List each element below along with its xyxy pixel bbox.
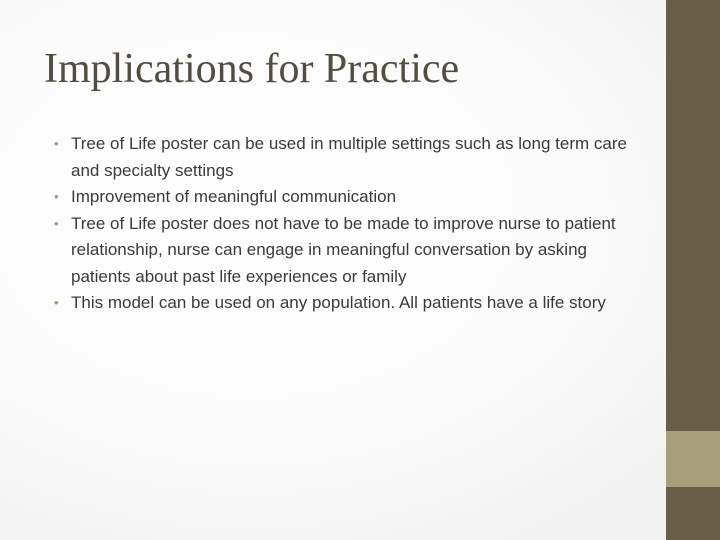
bullet-marker-icon: • (54, 136, 59, 151)
bullet-text: Tree of Life poster can be used in multiple settings such as long term care and specialty settings (71, 134, 627, 180)
bullet-item (54, 131, 644, 184)
bullet-item (54, 290, 644, 317)
bullet-item (54, 184, 644, 211)
bullet-list (54, 131, 644, 317)
bullet-text: Improvement of meaningful communication (71, 187, 397, 206)
bullet-marker-icon: • (54, 189, 59, 204)
bullet-marker-icon: • (54, 295, 59, 310)
bullet-text: Tree of Life poster does not have to be made to improve nurse to patient relationship, nurse can engage in meaningful conversation by asking patients about past life experiences or family (71, 213, 616, 286)
bullet-marker-icon: • (54, 215, 59, 231)
bullet-item (54, 211, 644, 291)
bullet-text: This model can be used on any population. All patients have a life story (71, 293, 606, 312)
sidebar-accent-block (666, 431, 720, 487)
slide-title: Implications for Practice (44, 46, 460, 92)
